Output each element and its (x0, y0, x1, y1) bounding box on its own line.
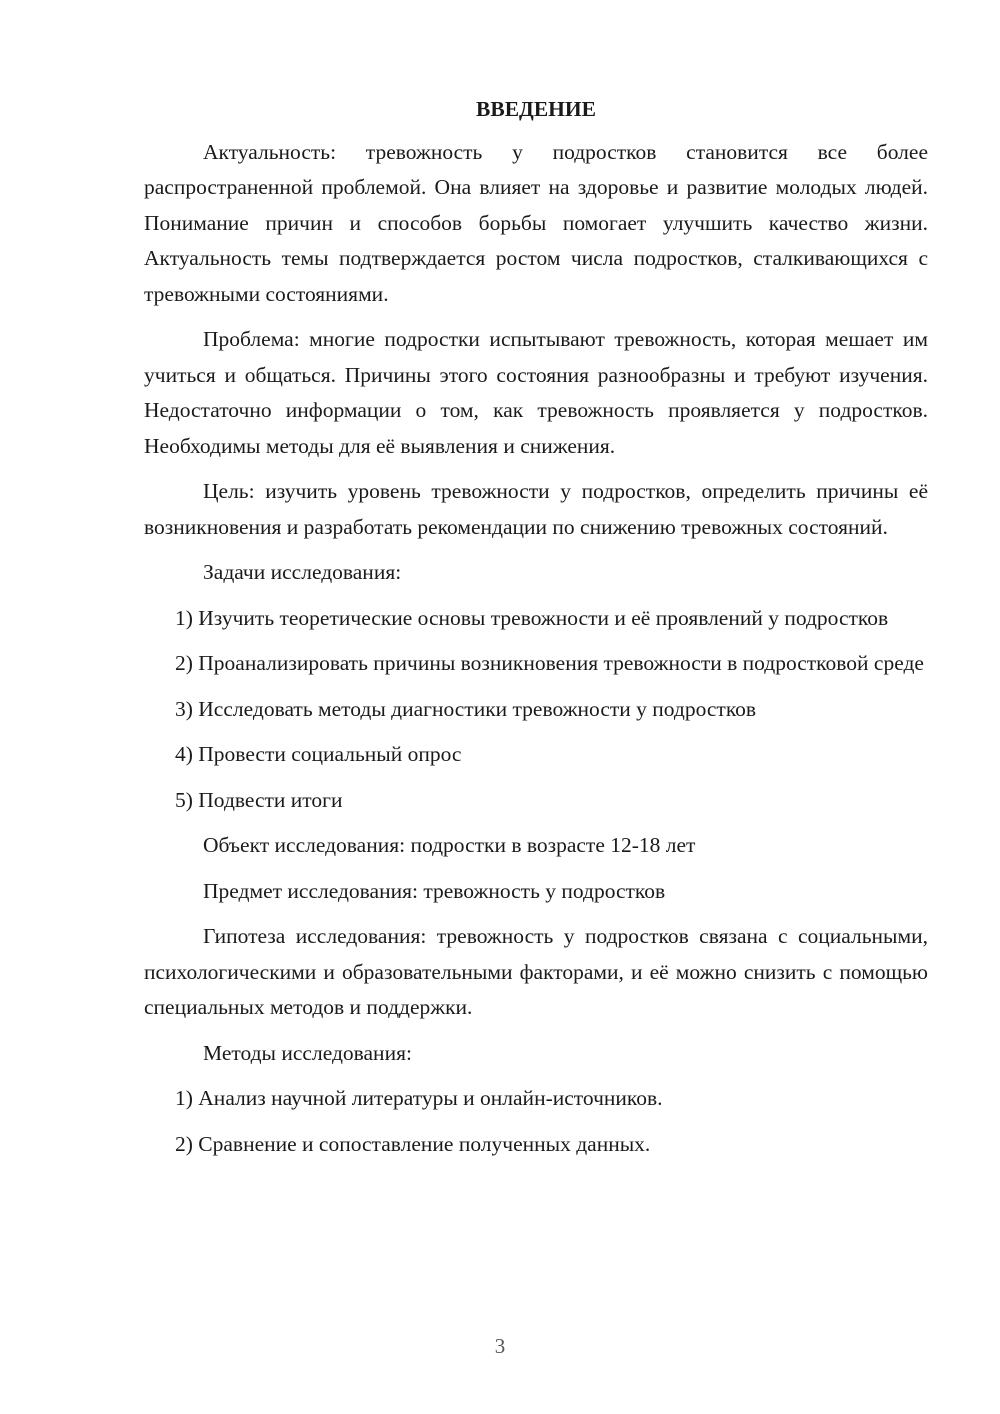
page-number: 3 (494, 1334, 506, 1358)
page-title: ВВЕДЕНИЕ (476, 97, 596, 121)
relevance-paragraph: Актуальность: тревожность у подростков становится все более распространенной проблемой. Она влияет на здоровье и развитие молодых людей. Понимание причин и способов борьбы помогает улучшить качество жизни. Актуальность темы подтверждается ростом числа подростков, сталкивающихся с тревожными состояниями. (144, 139, 928, 306)
problem-paragraph: Проблема: многие подростки испытывают тревожность, которая мешает им учиться и общаться. Причины этого состояния разнообразны и требуют изучения. Недостаточно информации о том, как тревожность проявляется у подростков. Необходимы методы для её выявления и снижения. (144, 327, 928, 458)
document-page (144, 92, 928, 1172)
method-item-1: 1) Анализ научной литературы и онлайн-источников. (175, 1086, 663, 1110)
task-item-1: 1) Изучить теоретические основы тревожности и её проявлений у подростков (175, 605, 889, 630)
task-item-5: 5) Подвести итоги (175, 787, 343, 812)
task-item-4: 4) Провести социальный опрос (175, 742, 462, 766)
methods-heading: Методы исследования: (203, 1040, 412, 1065)
research-object: Объект исследования: подростки в возрасте 12-18 лет (203, 833, 696, 857)
method-item-2: 2) Сравнение и сопоставление полученных данных. (175, 1131, 651, 1156)
task-item-2: 2) Проанализировать причины возникновения тревожности в подростковой среде (175, 651, 924, 675)
tasks-heading: Задачи исследования: (203, 560, 402, 584)
goal-paragraph: Цель: изучить уровень тревожности у подростков, определить причины её возникновения и разработать рекомендации по снижению тревожных состояний. (144, 479, 928, 539)
hypothesis-paragraph: Гипотеза исследования: тревожность у подростков связана с социальными, психологическими и образовательными факторами, и её можно снизить с помощью специальных методов и поддержки. (144, 924, 928, 1019)
task-item-3: 3) Исследовать методы диагностики тревожности у подростков (175, 696, 757, 721)
research-subject: Предмет исследования: тревожность у подростков (203, 878, 666, 903)
